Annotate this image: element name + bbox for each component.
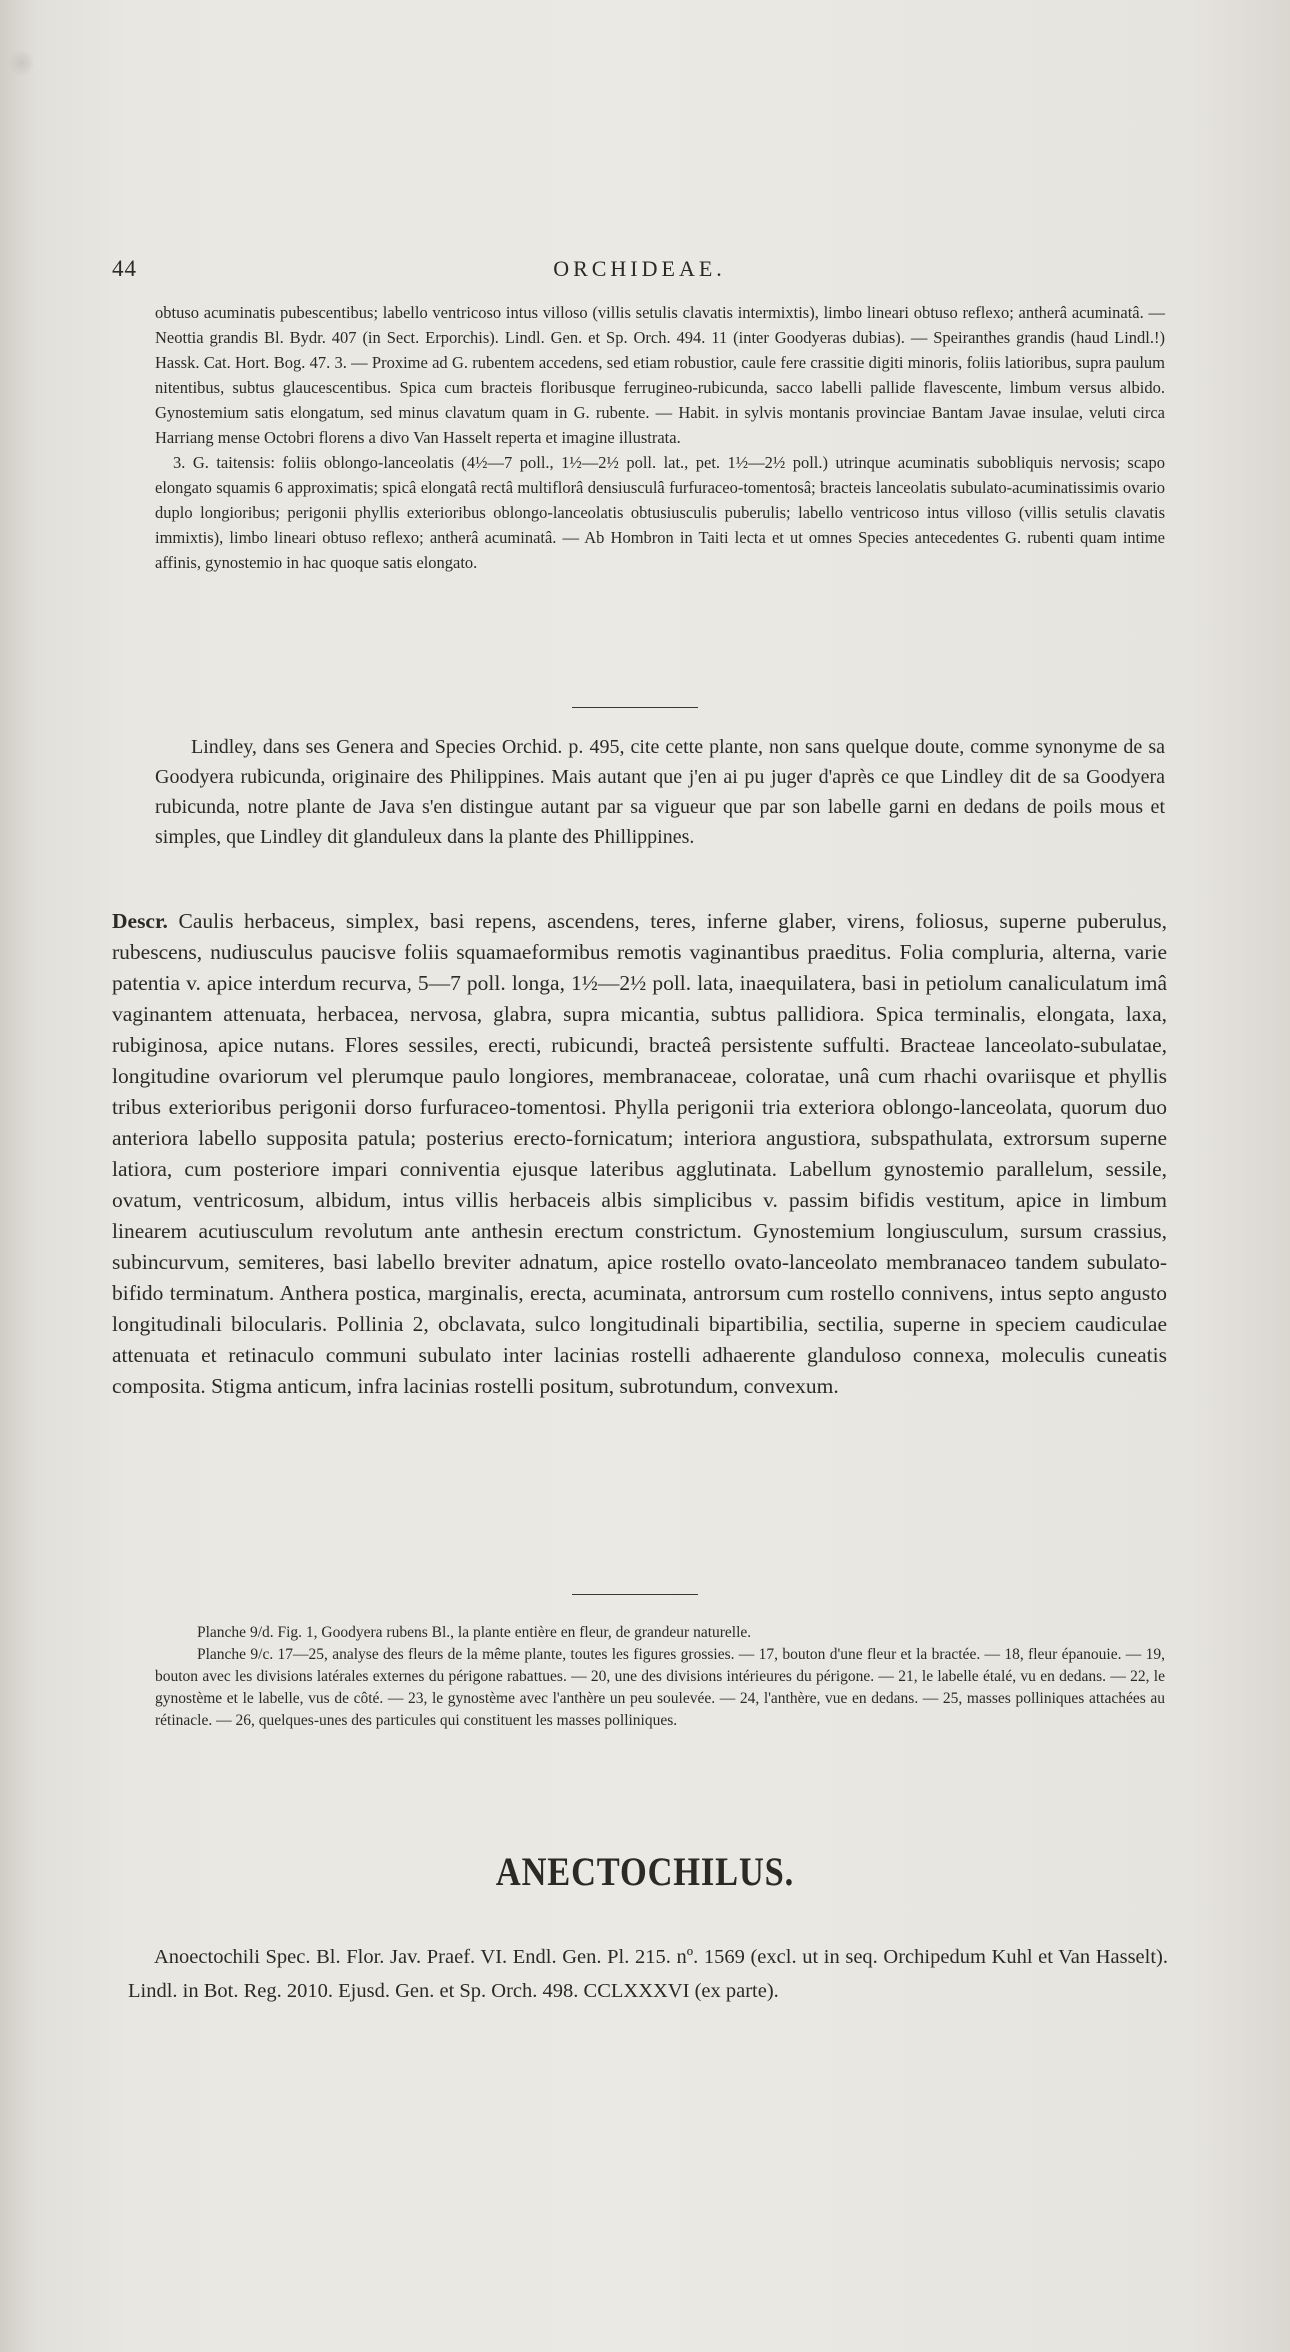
description-lead: Descr.: [112, 909, 168, 933]
running-title: ORCHIDEAE.: [553, 256, 726, 281]
section-divider: [572, 1594, 698, 1595]
french-commentary-text: Lindley, dans ses Genera and Species Orchid. p. 495, cite cette plante, non sans quelque doute, comme synonyme de sa Goodyera rubicunda, originaire des Philippines. Mais autant que j'en ai pu juger d'après ce que Lindley dit de sa Goodyera rubicunda, notre plante de Java s'en distingue autant par sa vigueur que par son labelle garni en dedans de poils mous et simples, que Lindley dit glanduleux dans la plante des Phillippines.: [155, 736, 1165, 848]
description-section: [112, 906, 1167, 1402]
section-divider: [572, 707, 698, 708]
latin-note-paragraph: obtuso acuminatis pubescentibus; labello ventricoso intus villoso (villis setulis clavatis intermixtis), limbo lineari obtuso reflexo; antherâ acuminatâ. — Neottia grandis Bl. Bydr. 407 (in Sect. Erporchis). Lindl. Gen. et Sp. Orch. 494. 11 (inter Goodyeras dubias). — Speiranthes grandis (haud Lindl.!) Hassk. Cat. Hort. Bog. 47. 3. — Proxime ad G. rubentem accedens, sed etiam robustior, caule fere crassitie digiti minoris, foliis latioribus, supra paulum nitentibus, subtus glaucescentibus. Spica cum bracteis floribusque ferrugineo-rubicunda, sacco labelli pallide flavescente, limbum versus albido. Gynostemium satis elongatum, sed minus clavatum quam in G. rubente. — Habit. in sylvis montanis provinciae Bantam Javae insulae, veluti circa Harriang mense Octobri florens a divo Van Hasselt reperta et imagine illustrata.: [155, 303, 1165, 447]
description-body: Caulis herbaceus, simplex, basi repens, ascendens, teres, inferne glaber, virens, foliosus, superne puberulus, rubescens, nudiusculus paucisve foliis squamaeformibus remotis vaginantibus praeditus. Folia compluria, alterna, varie patentia v. apice interdum recurva, 5—7 poll. longa, 1½—2½ poll. lata, inaequilatera, basi in petiolum canaliculatum imâ vaginantem attenuata, herbacea, nervosa, glabra, supra micantia, subtus pallidiora. Spica terminalis, elongata, laxa, rubiginosa, apice nutans. Flores sessiles, erecti, rubicundi, bracteâ persistente suffulti. Bracteae lanceolato-subulatae, longitudine ovariorum vel plerumque paulo longiores, membranaceae, coloratae, unâ cum rhachi ovariisque et phyllis tribus exterioribus perigonii dorso furfuraceo-tomentosi. Phylla perigonii tria exteriora oblongo-lanceolata, quorum duo anteriora labello supposita patula; posterius erecto-fornicatum; interiora angustiora, subspathulata, extrorsum superne latiora, cum posteriore impari conniventia ejusque lateribus agglutinata. Labellum gynostemio parallelum, sessile, ovatum, ventricosum, albidum, intus villis herbaceis albis simplicibus v. passim bifidis vestitum, apice in limbum linearem acutiusculum revolutum ante anthesin erectum constrictum. Gynostemium longiusculum, sursum crassius, subincurvum, semiteres, basi labello breviter adnatum, apice rostello ovato-lanceolato membranaceo tandem subulato-bifido terminatum. Anthera postica, marginalis, erecta, acuminata, antrorsum cum rostello connivens, intus septo angusto longitudinali bilocularis. Pollinia 2, obclavata, sulco longitudinali bipartibilia, sectilia, superne in speciem caudiculae attenuata et retinaculo communi subulato inter lacinias rostelli adhaerente glanduloso connexa, moleculis cuneatis composita. Stigma anticum, infra lacinias rostelli positum, subrotundum, convexum.: [112, 909, 1168, 1398]
genus-synonymy: [128, 1940, 1168, 2008]
plate-references: [155, 1622, 1165, 1732]
genus-title: ANECTOCHILUS.: [495, 1849, 795, 1894]
page-header: [112, 256, 1167, 286]
description-text: [112, 906, 1167, 1402]
french-commentary: [155, 732, 1165, 852]
page-number: 44: [112, 256, 137, 281]
plate-reference-1: Planche 9/d. Fig. 1, Goodyera rubens Bl., la plante entière en fleur, de grandeur naturelle.: [197, 1624, 752, 1641]
paper-stain: [8, 48, 34, 78]
genus-synonymy-text: Anoectochili Spec. Bl. Flor. Jav. Praef. VI. Endl. Gen. Pl. 215. nº. 1569 (excl. ut in seq. Orchipedum Kuhl et Van Hasselt). Lindl. in Bot. Reg. 2010. Ejusd. Gen. et Sp. Orch. 498. CCLXXXVI (ex parte).: [128, 1946, 1168, 2002]
species-taitensis-paragraph: 3. G. taitensis: foliis oblongo-lanceolatis (4½—7 poll., 1½—2½ poll. lat., pet. 1½—2½ poll.) utrinque acuminatis subobliquis nervosis; scapo elongato squamis 6 approximatis; spicâ elongatâ rectâ multiflorâ densiusculâ furfuraceo-tomentosâ; bracteis lanceolatis subulato-acuminatissimis ovario duplo longioribus; perigonii phyllis exterioribus oblongo-lanceolatis obtusiusculis puberulis; labello ventricoso intus villoso (villis setulis clavatis immixtis), limbo lineari obtuso reflexo; antherâ acuminatâ. — Ab Hombron in Taiti lecta et ut omnes Species antecedentes G. rubenti quam intime affinis, gynostemio in hac quoque satis elongato.: [155, 453, 1165, 572]
plate-reference-2: Planche 9/c. 17—25, analyse des fleurs de la même plante, toutes les figures grossies. — 17, bouton d'une fleur et la bractée. — 18, fleur épanouie. — 19, bouton avec les divisions latérales externes du périgone rabattues. — 20, une des divisions intérieures du périgone. — 21, le labelle étalé, vu en dedans. — 22, le gynostème et le labelle, vus de côté. — 23, le gynostème avec l'anthère un peu soulevée. — 24, l'anthère, vue en dedans. — 25, masses polliniques attachées au rétinacle. — 26, quelques-unes des particules qui constituent les masses polliniques.: [155, 1646, 1165, 1729]
latin-notes: [155, 300, 1165, 575]
